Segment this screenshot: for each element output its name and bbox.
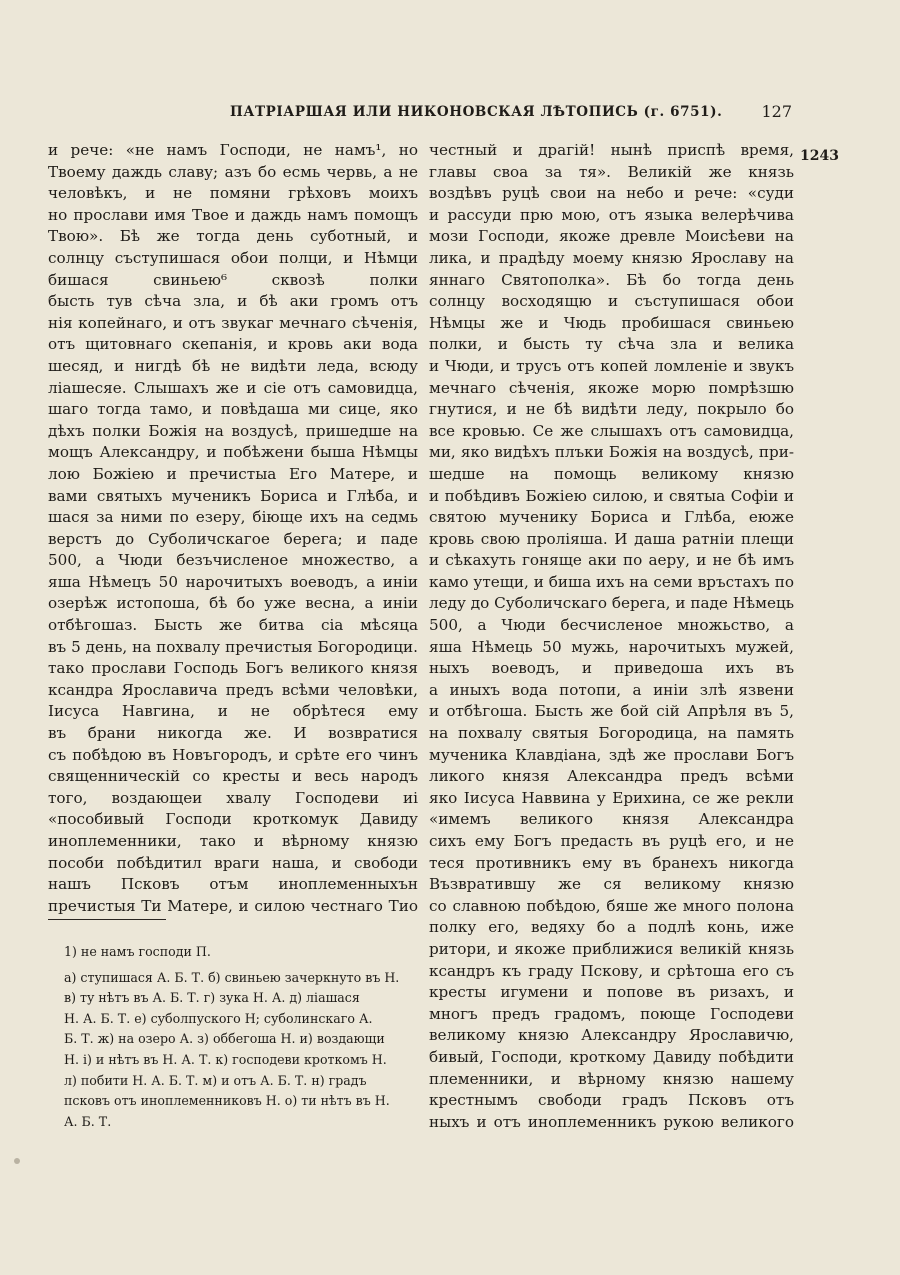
text-line: кровь свою проліяша. И даша ратніи плещи (429, 529, 794, 548)
text-line: ныхъ и отъ иноплеменникъ рукою великого (429, 1112, 794, 1131)
text-line: крестнымъ свободи градъ Псковъ отъ (429, 1091, 794, 1110)
text-line: нашъ Псковъ отъм иноплеменныхън (48, 875, 418, 894)
text-line: лика, и прадѣду моему князю Ярославу на (429, 248, 794, 267)
footnote-line: псковъ отъ иноплеменниковъ Н. о) ти нѣтъ въ Н. (64, 1093, 390, 1109)
text-line: дѣхъ полки Божія на воздусѣ, пришедше на (48, 421, 418, 440)
footnote-line: А. Б. Т. (64, 1113, 112, 1129)
footnote-line: л) побити Н. А. Б. Т. м) и отъ А. Б. Т. н) градъ (64, 1072, 367, 1088)
text-line: ликого князя Александра предъ всѣми (429, 767, 794, 786)
footnote-line: Н. і) и нѣтъ въ Н. А. Т. к) господеви кроткомъ Н. (64, 1051, 387, 1067)
text-line: того, воздающеи хвалу Господеви иi (48, 788, 418, 807)
text-line: мученика Клавдіана, здѣ же прослави Богъ (429, 745, 794, 764)
text-line: Іисуса Навгина, и не обрѣтеся ему (48, 702, 418, 721)
left-column (48, 140, 418, 917)
text-line: лою Божіею и пречистыа Его Матере, и (48, 464, 418, 483)
text-line: но прослави имя Твое и даждь намъ помощъ (48, 205, 418, 224)
text-line: мози Господи, якоже древле Моисѣеви на (429, 227, 794, 246)
text-line: въ 5 день, на похвалу пречистыя Богородици. (48, 637, 418, 656)
text-line: ми, яко видѣхъ плъки Божія на воздусѣ, при- (429, 443, 794, 462)
margin-year: 1243 (800, 148, 839, 164)
text-line: Твоему даждь славу; азъ бо есмь червь, а не (48, 162, 418, 181)
text-line: со славною побѣдою, бяше же много полона (429, 896, 794, 915)
footnote-line: Б. Т. ж) на озеро А. з) оббегоша Н. и) воздающи (64, 1031, 385, 1047)
footnote-line: а) ступишася А. Б. Т. б) свиньею зачеркнуто въ Н. (64, 969, 400, 985)
text-line: солнцу съступишася обои полци, и Нѣмци (48, 248, 418, 270)
text-line: яша Нѣмецъ 50 нарочитыхъ воеводъ, а инiи (48, 572, 418, 591)
text-line: и рассуди прю мою, отъ языка велерѣчива (429, 205, 794, 224)
footnote-line: 1) не намъ господи П. (64, 944, 211, 959)
text-line: и отбѣгоша. Бысть же бой сій Апрѣля въ 5, (429, 702, 794, 721)
text-line: шася за ними по езеру, біюще ихъ на седмь (48, 508, 418, 527)
text-line: гнутися, и не бѣ видѣти леду, покрыло бо (429, 400, 794, 419)
text-line: и Чюди, и трусъ отъ копей ломленіе и звукъ (429, 356, 794, 375)
text-line: шесяд, и нигдѣ бѣ не видѣти леда, всюду (48, 356, 418, 375)
text-line: отбѣгошаз. Бысть же битва сiа мѣсяца (48, 616, 418, 635)
paper-smudge (14, 1158, 20, 1164)
text-line: яннаго Святополка». Бѣ бо тогда день (429, 270, 794, 289)
right-column (429, 140, 794, 1133)
text-line: кресты игумени и попове въ ризахъ, и (429, 983, 794, 1002)
text-line: иноплеменники, тако и вѣрному князю (48, 832, 418, 850)
text-line: и побѣдивъ Божіею силою, и святыа Софіи и (429, 486, 794, 505)
text-line: камо утещи, и биша ихъ на семи връстахъ по (429, 572, 794, 591)
text-line: ксандра Ярославича предъ всѣми человѣки, (48, 680, 418, 699)
text-line: бивый, Господи, кроткому Давиду побѣдити (429, 1047, 794, 1066)
text-line: «пособивый Господи кроткомук Давиду (48, 810, 418, 829)
text-line: «имемъ великого князя Александра (429, 810, 794, 829)
text-line: яко Іисуса Наввина у Ерихина, се же рекли (429, 788, 794, 807)
page-number: 127 (761, 102, 792, 121)
running-head: ПАТРІАРШАЯ ИЛИ НИКОНОВСКАЯ ЛѢТОПИСЬ (г. 6751). (230, 104, 723, 120)
text-line: бишася свиньею⁶ сквозѣ полки (48, 270, 418, 289)
text-line: вами святыхъ мученикъ Бориса и Глѣба, и (48, 486, 418, 505)
text-line: Възвратившу же ся великому князю (429, 875, 794, 894)
text-line: 500, а Чюди безъчисленое множество, а (48, 551, 418, 570)
text-line: въ брани никогда же. И возвратися (48, 724, 418, 743)
text-line: леду до Суболичскаго берега, и паде Нѣмець (429, 594, 794, 613)
text-line: на похвалу святыя Богородица, на память (429, 724, 794, 743)
text-line: отъ щитовнаго скепанія, и кровь аки вода (48, 335, 418, 354)
text-line: мощъ Александру, и побѣжени быша Нѣмцы (48, 443, 418, 462)
text-line: пречистыя Ти Матере, и силою честнаго Тио (48, 896, 418, 915)
text-line: человѣкъ, и не помяни грѣховъ моихъ (48, 184, 418, 203)
text-line: нія копейнаго, и отъ звукаг мечнаго сѣченія, (48, 313, 418, 332)
text-line: верстъ до Суболичскагое берега; и паде (48, 529, 418, 548)
text-line: мечнаго сѣченія, якоже морю помрѣзшю (429, 378, 794, 397)
text-line: а иныхъ вода потопи, а инiи злѣ язвени (429, 680, 794, 699)
text-line: полку его, ведяху бо а подлѣ конь, иже (429, 918, 794, 937)
footnote-line: Н. А. Б. Т. е) суболпуского Н; суболинскаго А. (64, 1010, 373, 1026)
text-line: все кровью. Се же слышахъ отъ самовидца, (429, 421, 794, 440)
text-line: яша Нѣмець 50 мужь, нарочитыхъ мужей, (429, 637, 794, 656)
text-line: ныхъ воеводъ, и приведоша ихъ въ (429, 659, 794, 678)
text-line: священническiй со кресты и весь народъ (48, 767, 418, 786)
text-line: ліашесяе. Слышахъ же и сіе отъ самовидца, (48, 378, 418, 397)
text-line: Нѣмцы же и Чюдь пробишася свиньею (429, 313, 794, 332)
text-line: пособи побѣдитил враги наша, и свободи (48, 853, 418, 872)
text-line: теся противникъ ему въ бранехъ никогда (429, 853, 794, 872)
text-line: бысть тув сѣча зла, и бѣ аки громъ отъ (48, 292, 418, 311)
footnote-rule (48, 919, 166, 920)
text-line: съ побѣдою въ Новъгородъ, и срѣте его чинъ (48, 745, 418, 764)
footnotes (64, 942, 404, 1132)
text-line: многъ предъ градомъ, поюще Господеви (429, 1004, 794, 1023)
page-header (48, 100, 798, 128)
text-line: и сѣкахуть гоняще аки по аеру, и не бѣ имъ (429, 551, 794, 570)
text-line: племенники, и вѣрному князю нашему (429, 1069, 794, 1088)
footnote-line: в) ту нѣтъ въ А. Б. Т. г) зука Н. А. д) ліашася (64, 990, 360, 1006)
text-line: шедше на помощь великому князю (429, 464, 794, 483)
text-line: полки, и бысть ту сѣча зла и велика (429, 335, 794, 354)
text-line: ритори, и якоже приближися великій князь (429, 939, 794, 958)
text-line-continuation: обои полци, и Нѣмци (230, 248, 418, 267)
text-line: главы своа за тя». Великій же князь (429, 162, 794, 181)
text-line: великому князю Александру Ярославичю, (429, 1026, 794, 1045)
text-line: Твою». Бѣ же тогда день суботный, и (48, 227, 418, 246)
text-line: шаго тогда тамо, и повѣдаша ми сице, яко (48, 400, 418, 419)
text-line: озерѣж истопоша, бѣ бо уже весна, а инiи (48, 594, 418, 613)
text-line: и рече: «не намъ Господи, не намъ¹, но (48, 141, 418, 159)
text-line: честный и драгій! нынѣ приспѣ время, (429, 141, 794, 159)
text-line: солнцу восходящю и съступишася обои (429, 292, 794, 311)
text-line: 500, а Чюди бесчисленое множьство, а (429, 616, 794, 635)
text-line: святою мученику Бориса и Глѣба, еюже (429, 508, 794, 527)
text-line: тако прослави Господь Богъ великого князя (48, 659, 418, 678)
text-line: сихъ ему Богъ предасть въ руцѣ его, и не (429, 832, 794, 850)
text-line: воздѣвъ руцѣ свои на небо и рече: «суди (429, 184, 794, 203)
text-line: ксандръ къ граду Пскову, и срѣтоша его съ (429, 961, 794, 980)
